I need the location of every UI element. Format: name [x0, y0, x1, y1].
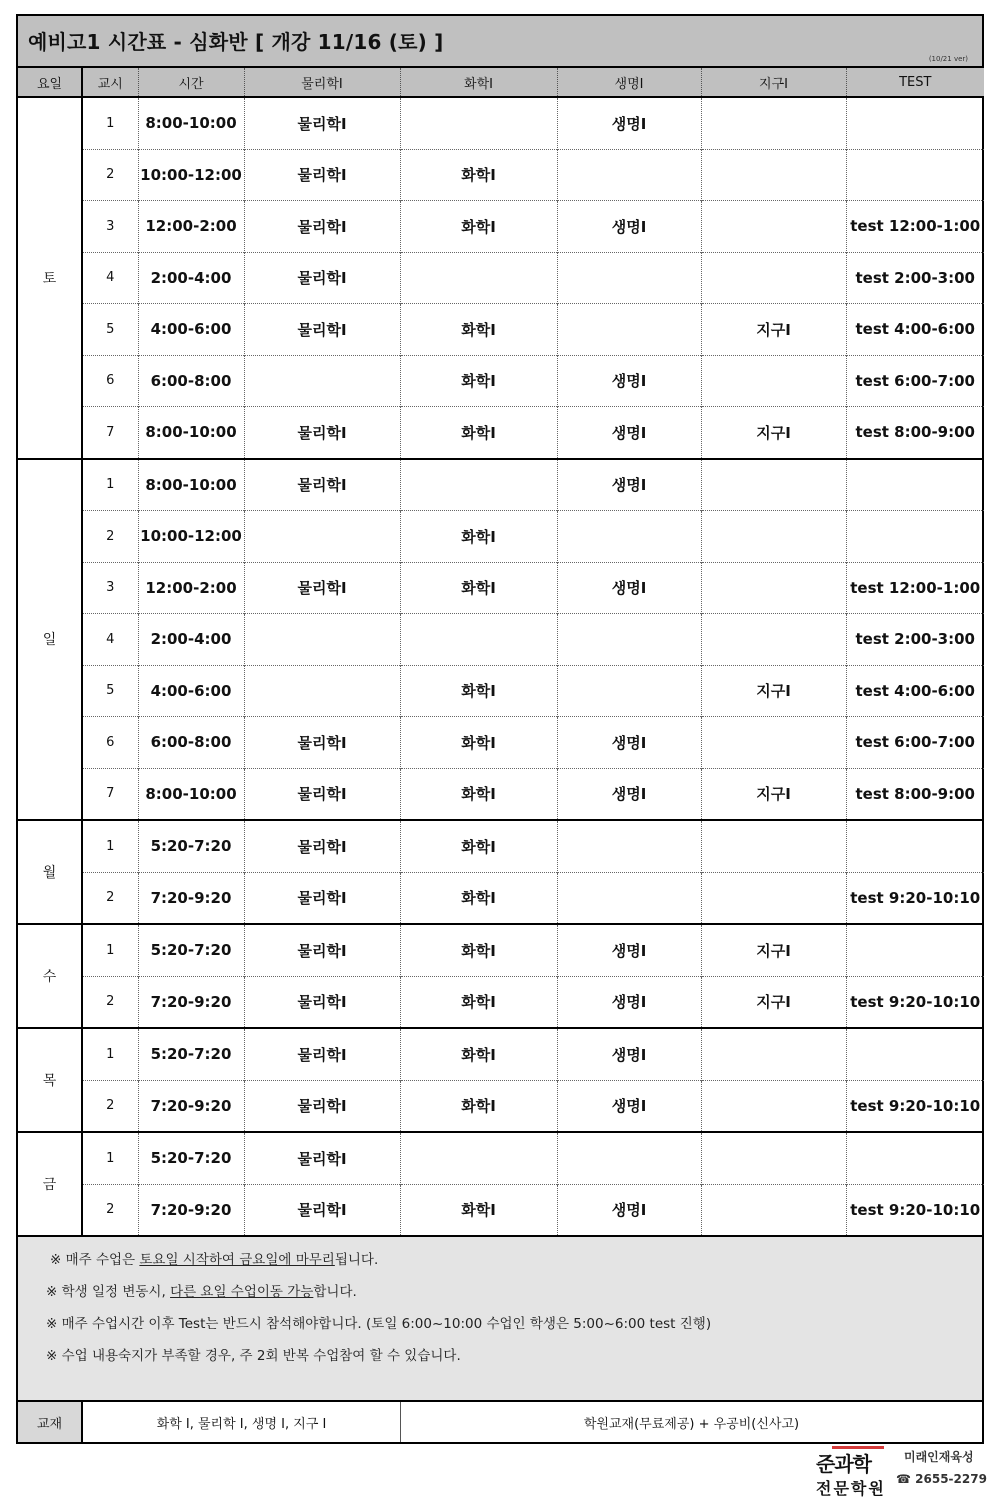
- period-cell: 1: [82, 1028, 138, 1080]
- physics-cell: 물리학I: [244, 304, 400, 356]
- time-cell: 8:00-10:00: [138, 97, 244, 149]
- biology-cell: [557, 1132, 701, 1184]
- footer: [812, 1442, 992, 1504]
- chemistry-cell: 화학I: [400, 355, 557, 407]
- period-cell: 2: [82, 872, 138, 924]
- physics-cell: 물리학I: [244, 1028, 400, 1080]
- header-row: [18, 68, 984, 97]
- table-row: [18, 459, 984, 511]
- chemistry-cell: 화학I: [400, 407, 557, 459]
- earth-cell: [701, 562, 846, 614]
- time-cell: 7:20-9:20: [138, 872, 244, 924]
- physics-cell: 물리학I: [244, 924, 400, 976]
- header-test: TEST: [846, 68, 984, 97]
- physics-cell: 물리학I: [244, 407, 400, 459]
- period-cell: 5: [82, 304, 138, 356]
- chemistry-cell: 화학I: [400, 665, 557, 717]
- physics-cell: 물리학I: [244, 1184, 400, 1235]
- period-cell: 1: [82, 820, 138, 872]
- physics-cell: 물리학I: [244, 872, 400, 924]
- day-cell: 수: [18, 924, 82, 1028]
- table-row: [18, 1028, 984, 1080]
- notes-section: [18, 1235, 982, 1400]
- version-label: (10/21 ver): [928, 55, 968, 63]
- test-cell: test 12:00-1:00: [846, 201, 984, 253]
- physics-cell: [244, 614, 400, 666]
- biology-cell: 생명I: [557, 407, 701, 459]
- test-cell: test 6:00-7:00: [846, 717, 984, 769]
- chemistry-cell: [400, 614, 557, 666]
- table-row: [18, 562, 984, 614]
- time-cell: 4:00-6:00: [138, 304, 244, 356]
- table-row: [18, 511, 984, 563]
- chemistry-cell: 화학I: [400, 304, 557, 356]
- chemistry-cell: [400, 252, 557, 304]
- note-3: ※ 매주 수업시간 이후 Test는 반드시 참석해야합니다. (토일 6:00~10:00 수업인 학생은 5:00~6:00 test 진행): [46, 1316, 712, 1332]
- physics-cell: 물리학I: [244, 459, 400, 511]
- header-day: 요일: [18, 68, 82, 97]
- biology-cell: [557, 665, 701, 717]
- table-row: [18, 1080, 984, 1132]
- note-2: ※ 학생 일정 변동시, 다른 요일 수업이동 가능합니다.: [46, 1284, 357, 1300]
- biology-cell: 생명I: [557, 1184, 701, 1235]
- biology-cell: [557, 614, 701, 666]
- physics-cell: [244, 511, 400, 563]
- period-cell: 2: [82, 149, 138, 201]
- biology-cell: 생명I: [557, 768, 701, 820]
- period-cell: 4: [82, 252, 138, 304]
- day-cell: 목: [18, 1028, 82, 1132]
- test-cell: test 4:00-6:00: [846, 665, 984, 717]
- logo-bottom-text: 전문학원: [816, 1479, 886, 1498]
- table-row: [18, 768, 984, 820]
- test-cell: [846, 511, 984, 563]
- table-row: [18, 407, 984, 459]
- chemistry-cell: 화학I: [400, 1028, 557, 1080]
- test-cell: test 8:00-9:00: [846, 768, 984, 820]
- day-cell: 일: [18, 459, 82, 821]
- physics-cell: 물리학I: [244, 201, 400, 253]
- academy-logo: [814, 1442, 892, 1502]
- test-cell: test 6:00-7:00: [846, 355, 984, 407]
- biology-cell: 생명I: [557, 1080, 701, 1132]
- textbook-label: 교재: [18, 1402, 83, 1442]
- test-cell: [846, 459, 984, 511]
- chemistry-cell: 화학I: [400, 562, 557, 614]
- header-biology: 생명I: [557, 68, 701, 97]
- chemistry-cell: 화학I: [400, 511, 557, 563]
- day-cell: 월: [18, 820, 82, 924]
- table-row: [18, 665, 984, 717]
- time-cell: 5:20-7:20: [138, 820, 244, 872]
- logo-top-text: 준과학: [816, 1452, 871, 1476]
- test-cell: test 12:00-1:00: [846, 562, 984, 614]
- physics-cell: 물리학I: [244, 562, 400, 614]
- time-cell: 7:20-9:20: [138, 1080, 244, 1132]
- physics-cell: 물리학I: [244, 768, 400, 820]
- table-row: [18, 614, 984, 666]
- test-cell: test 9:20-10:10: [846, 872, 984, 924]
- table-row: [18, 1132, 984, 1184]
- period-cell: 7: [82, 407, 138, 459]
- biology-cell: 생명I: [557, 459, 701, 511]
- table-row: [18, 149, 984, 201]
- day-cell: 금: [18, 1132, 82, 1235]
- time-cell: 10:00-12:00: [138, 511, 244, 563]
- time-cell: 12:00-2:00: [138, 201, 244, 253]
- period-cell: 6: [82, 355, 138, 407]
- physics-cell: [244, 665, 400, 717]
- period-cell: 5: [82, 665, 138, 717]
- day-cell: 토: [18, 97, 82, 459]
- earth-cell: [701, 1028, 846, 1080]
- earth-cell: 지구I: [701, 665, 846, 717]
- timetable: [18, 68, 984, 1235]
- period-cell: 6: [82, 717, 138, 769]
- test-cell: test 9:20-10:10: [846, 1080, 984, 1132]
- physics-cell: 물리학I: [244, 1080, 400, 1132]
- biology-cell: 생명I: [557, 924, 701, 976]
- time-cell: 8:00-10:00: [138, 768, 244, 820]
- test-cell: test 9:20-10:10: [846, 976, 984, 1028]
- earth-cell: 지구I: [701, 976, 846, 1028]
- physics-cell: 물리학I: [244, 1132, 400, 1184]
- earth-cell: [701, 201, 846, 253]
- earth-cell: [701, 1184, 846, 1235]
- earth-cell: [701, 1080, 846, 1132]
- chemistry-cell: 화학I: [400, 872, 557, 924]
- period-cell: 4: [82, 614, 138, 666]
- period-cell: 1: [82, 459, 138, 511]
- earth-cell: [701, 355, 846, 407]
- time-cell: 4:00-6:00: [138, 665, 244, 717]
- period-cell: 2: [82, 511, 138, 563]
- earth-cell: [701, 717, 846, 769]
- period-cell: 2: [82, 976, 138, 1028]
- biology-cell: 생명I: [557, 717, 701, 769]
- earth-cell: 지구I: [701, 304, 846, 356]
- biology-cell: 생명I: [557, 1028, 701, 1080]
- period-cell: 2: [82, 1184, 138, 1235]
- slogan: 미래인재육성: [904, 1450, 974, 1464]
- period-cell: 3: [82, 201, 138, 253]
- page-title: 예비고1 시간표 - 심화반 [ 개강 11/16 (토) ]: [28, 30, 444, 54]
- chemistry-cell: 화학I: [400, 768, 557, 820]
- time-cell: 7:20-9:20: [138, 976, 244, 1028]
- test-cell: test 8:00-9:00: [846, 407, 984, 459]
- earth-cell: [701, 1132, 846, 1184]
- test-cell: test 2:00-3:00: [846, 252, 984, 304]
- test-cell: test 2:00-3:00: [846, 614, 984, 666]
- note-4: ※ 수업 내용숙지가 부족할 경우, 주 2회 반복 수업참여 할 수 있습니다.: [46, 1348, 461, 1364]
- header-period: 교시: [82, 68, 138, 97]
- biology-cell: [557, 252, 701, 304]
- time-cell: 5:20-7:20: [138, 924, 244, 976]
- table-row: [18, 924, 984, 976]
- biology-cell: 생명I: [557, 201, 701, 253]
- earth-cell: 지구I: [701, 924, 846, 976]
- earth-cell: [701, 149, 846, 201]
- table-row: [18, 872, 984, 924]
- phone-number: 2655-2279: [915, 1472, 987, 1486]
- table-row: [18, 820, 984, 872]
- textbook-subjects: 화학 I, 물리학 I, 생명 I, 지구 I: [83, 1402, 401, 1442]
- chemistry-cell: [400, 459, 557, 511]
- chemistry-cell: [400, 97, 557, 149]
- table-row: [18, 717, 984, 769]
- physics-cell: 물리학I: [244, 717, 400, 769]
- biology-cell: [557, 149, 701, 201]
- time-cell: 6:00-8:00: [138, 717, 244, 769]
- chemistry-cell: 화학I: [400, 924, 557, 976]
- phone-info: [896, 1472, 987, 1486]
- chemistry-cell: 화학I: [400, 820, 557, 872]
- physics-cell: 물리학I: [244, 820, 400, 872]
- title-bar: [18, 16, 982, 68]
- timetable-body: [18, 97, 984, 1235]
- time-cell: 2:00-4:00: [138, 614, 244, 666]
- phone-icon: ☎: [896, 1472, 911, 1486]
- time-cell: 6:00-8:00: [138, 355, 244, 407]
- table-row: [18, 97, 984, 149]
- biology-cell: 생명I: [557, 355, 701, 407]
- period-cell: 1: [82, 1132, 138, 1184]
- table-row: [18, 252, 984, 304]
- period-cell: 1: [106, 115, 115, 131]
- physics-cell: 물리학I: [244, 252, 400, 304]
- header-earth: 지구I: [701, 68, 846, 97]
- biology-cell: [557, 511, 701, 563]
- time-cell: 10:00-12:00: [138, 149, 244, 201]
- earth-cell: 지구I: [701, 768, 846, 820]
- chemistry-cell: 화학I: [400, 976, 557, 1028]
- test-cell: test 9:20-10:10: [846, 1184, 984, 1235]
- earth-cell: [701, 252, 846, 304]
- biology-cell: [557, 872, 701, 924]
- earth-cell: [701, 872, 846, 924]
- time-cell: 5:20-7:20: [138, 1132, 244, 1184]
- time-cell: 5:20-7:20: [138, 1028, 244, 1080]
- physics-cell: 물리학I: [244, 149, 400, 201]
- biology-cell: [557, 820, 701, 872]
- chemistry-cell: 화학I: [400, 1080, 557, 1132]
- physics-cell: 물리학I: [244, 97, 400, 149]
- textbook-description: 학원교재(무료제공) + 우공비(신사고): [583, 1416, 800, 1432]
- test-cell: test 4:00-6:00: [846, 304, 984, 356]
- chemistry-cell: 화학I: [400, 1184, 557, 1235]
- time-cell: 2:00-4:00: [138, 252, 244, 304]
- chemistry-cell: 화학I: [400, 149, 557, 201]
- note-1: ※ 매주 수업은 토요일 시작하여 금요일에 마무리됩니다.: [50, 1252, 379, 1268]
- time-cell: 8:00-10:00: [138, 459, 244, 511]
- earth-cell: 지구I: [701, 407, 846, 459]
- table-row: [18, 976, 984, 1028]
- header-time: 시간: [138, 68, 244, 97]
- biology-cell: [557, 304, 701, 356]
- test-cell: [846, 1028, 984, 1080]
- biology-cell: 생명I: [557, 562, 701, 614]
- header-physics: 물리학I: [244, 68, 400, 97]
- test-cell: [846, 1132, 984, 1184]
- period-cell: 7: [82, 768, 138, 820]
- test-cell: [846, 820, 984, 872]
- table-row: [18, 355, 984, 407]
- chemistry-cell: 화학I: [400, 717, 557, 769]
- table-row: [18, 1184, 984, 1235]
- test-cell: [846, 924, 984, 976]
- earth-cell: [701, 614, 846, 666]
- biology-cell: 생명I: [557, 976, 701, 1028]
- timetable-sheet: [16, 14, 984, 1444]
- earth-cell: [701, 97, 846, 149]
- header-chemistry: 화학I: [400, 68, 557, 97]
- biology-cell: 생명I: [557, 97, 701, 149]
- chemistry-cell: [400, 1132, 557, 1184]
- time-cell: 8:00-10:00: [138, 407, 244, 459]
- period-cell: 3: [82, 562, 138, 614]
- earth-cell: [701, 511, 846, 563]
- physics-cell: [244, 355, 400, 407]
- time-cell: 7:20-9:20: [138, 1184, 244, 1235]
- period-cell: 1: [82, 924, 138, 976]
- test-cell: [846, 97, 984, 149]
- time-cell: 12:00-2:00: [138, 562, 244, 614]
- table-row: [18, 304, 984, 356]
- period-cell: 2: [82, 1080, 138, 1132]
- textbook-row: [18, 1400, 982, 1442]
- table-row: [18, 201, 984, 253]
- earth-cell: [701, 820, 846, 872]
- chemistry-cell: 화학I: [400, 201, 557, 253]
- earth-cell: [701, 459, 846, 511]
- physics-cell: 물리학I: [244, 976, 400, 1028]
- test-cell: [846, 149, 984, 201]
